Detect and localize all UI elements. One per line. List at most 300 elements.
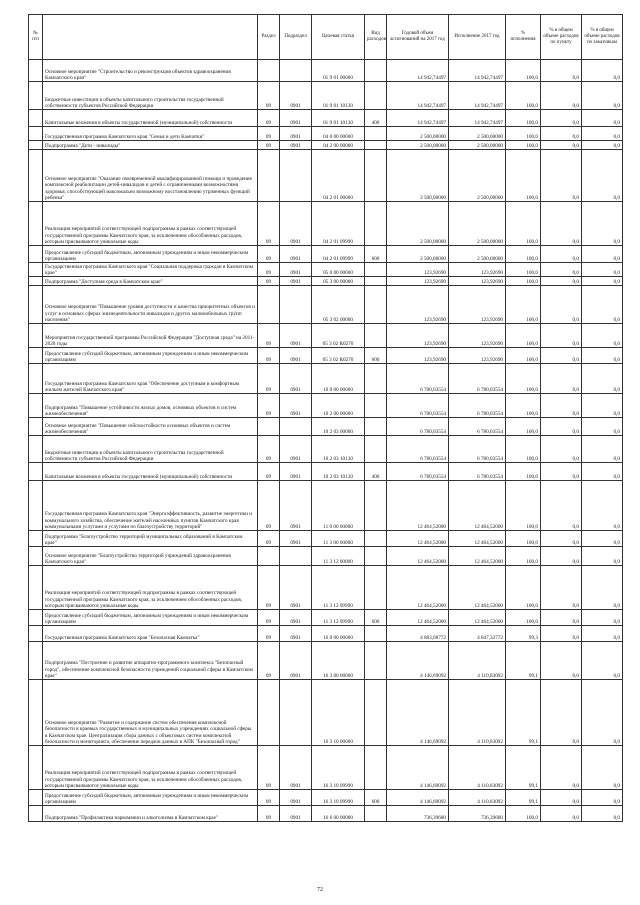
row-name-cell: Основное мероприятие "Повышение сейсмостойкости основных объектов и систем жизнеобеспечения" (43, 418, 258, 436)
row-number-cell (29, 481, 43, 531)
table-row (29, 610, 623, 626)
row-fact-cell: 2 500,00000 (449, 246, 506, 263)
row-csr-cell: 04 2 01 00000 (312, 150, 365, 202)
row-share2-cell: 0,0 (582, 626, 623, 642)
table-row (29, 348, 623, 364)
row-share2-cell: 0,0 (582, 263, 623, 277)
row-podrazdel-cell: 0901 (280, 642, 312, 680)
table-row (29, 60, 623, 82)
row-number-cell (29, 263, 43, 277)
row-podrazdel-cell: 0901 (280, 141, 312, 150)
row-number-cell (29, 806, 43, 822)
row-csr-cell: 01 9 01 10130 (312, 110, 365, 127)
row-razdel-cell (258, 680, 280, 746)
row-fact-cell: 123,92690 (449, 277, 506, 286)
row-plan-cell: 736,39680 (387, 806, 449, 822)
row-name-cell: Предоставление субсидий бюджетным, автономным учреждениям и иным некоммерческим организациям (43, 246, 258, 263)
row-number-cell (29, 277, 43, 286)
row-share2-cell: 0,0 (582, 394, 623, 418)
row-name-cell: Государственная программа Камчатского края "Социальная поддержка граждан в Камчатском крае" (43, 263, 258, 277)
row-plan-cell: 14 942,74497 (387, 82, 449, 110)
row-share2-cell: 0,0 (582, 348, 623, 364)
row-vr-cell (365, 680, 387, 746)
row-razdel-cell: 09 (258, 246, 280, 263)
row-vr-cell (365, 127, 387, 141)
row-name-cell: Подпрограмма "Повышение устойчивости жилых домов, основных объектов и систем жизнеобеспечения" (43, 394, 258, 418)
row-name-cell: Реализация мероприятий соответствующей подпрограммы в рамках соответствующей государственной программы Камчатского края, за исключением обособленных расходов, которым присваиваются уникальные коды (43, 566, 258, 610)
row-number-cell (29, 547, 43, 566)
row-vr-cell: 600 (365, 790, 387, 806)
row-plan-cell: 123,92690 (387, 348, 449, 364)
row-razdel-cell: 09 (258, 82, 280, 110)
row-podrazdel-cell: 0901 (280, 746, 312, 790)
table-row (29, 364, 623, 394)
row-vr-cell (365, 60, 387, 82)
row-pct-cell: 100,0 (506, 127, 541, 141)
row-name-cell: Бюджетные инвестиции в объекты капитального строительства государственной собственности субъектов Российской Федерации (43, 82, 258, 110)
row-number-cell (29, 202, 43, 246)
row-plan-cell: 6 780,03554 (387, 463, 449, 481)
header-name (43, 15, 258, 60)
row-fact-cell: 123,92690 (449, 348, 506, 364)
table-row (29, 127, 623, 141)
row-vr-cell (365, 150, 387, 202)
row-share1-cell: 0,0 (541, 566, 582, 610)
row-pct-cell: 100,0 (506, 436, 541, 463)
row-plan-cell: 12 464,52000 (387, 610, 449, 626)
row-csr-cell: 05 3 02 00000 (312, 286, 365, 324)
row-vr-cell (365, 324, 387, 348)
row-plan-cell: 2 500,00000 (387, 127, 449, 141)
row-vr-cell (365, 277, 387, 286)
row-razdel-cell: 09 (258, 806, 280, 822)
row-csr-cell: 16 3 10 00000 (312, 680, 365, 746)
row-fact-cell: 14 942,74497 (449, 60, 506, 82)
row-vr-cell (365, 642, 387, 680)
row-share2-cell: 0,0 (582, 277, 623, 286)
row-number-cell (29, 246, 43, 263)
row-csr-cell: 10 2 03 10130 (312, 436, 365, 463)
row-number-cell (29, 127, 43, 141)
row-share1-cell: 0,0 (541, 418, 582, 436)
header-podrazdel: Подраздел (280, 15, 312, 60)
row-podrazdel-cell: 0901 (280, 364, 312, 394)
table-row (29, 286, 623, 324)
row-razdel-cell (258, 150, 280, 202)
row-share1-cell: 0,0 (541, 626, 582, 642)
row-pct-cell: 100,0 (506, 202, 541, 246)
row-csr-cell: 11 3 12 00000 (312, 547, 365, 566)
row-pct-cell: 100,0 (506, 246, 541, 263)
row-podrazdel-cell: 0901 (280, 531, 312, 547)
row-podrazdel-cell: 0901 (280, 324, 312, 348)
row-vr-cell (365, 263, 387, 277)
row-vr-cell (365, 547, 387, 566)
header-pct: % исполнения (506, 15, 541, 60)
row-plan-cell: 6 780,03554 (387, 418, 449, 436)
row-csr-cell: 01 9 01 10130 (312, 82, 365, 110)
table-row (29, 481, 623, 531)
row-fact-cell: 12 464,52000 (449, 481, 506, 531)
row-pct-cell: 100,0 (506, 364, 541, 394)
table-row (29, 680, 623, 746)
budget-table (28, 14, 623, 822)
row-pct-cell: 100,0 (506, 141, 541, 150)
row-share2-cell: 0,0 (582, 436, 623, 463)
row-share1-cell: 0,0 (541, 150, 582, 202)
row-fact-cell: 4 110,83092 (449, 680, 506, 746)
table-row (29, 436, 623, 463)
row-plan-cell: 6 780,03554 (387, 436, 449, 463)
header-share1: % в общем объеме расходов по пункту (541, 15, 582, 60)
row-plan-cell: 123,92690 (387, 324, 449, 348)
row-csr-cell: 11 3 12 09990 (312, 566, 365, 610)
row-share1-cell: 0,0 (541, 324, 582, 348)
row-vr-cell (365, 626, 387, 642)
row-name-cell: Подпрограмма "Доступная среда в Камчатском крае" (43, 277, 258, 286)
row-razdel-cell: 09 (258, 436, 280, 463)
table-row (29, 746, 623, 790)
row-pct-cell: 100,0 (506, 263, 541, 277)
row-name-cell: Подпрограмма "Дети - инвалиды" (43, 141, 258, 150)
row-podrazdel-cell: 0901 (280, 806, 312, 822)
row-name-cell: Подпрограмма "Профилактика наркомании и алкоголизма в Камчатском крае" (43, 806, 258, 822)
row-number-cell (29, 141, 43, 150)
row-pct-cell: 100,0 (506, 110, 541, 127)
row-fact-cell: 2 500,00000 (449, 202, 506, 246)
row-podrazdel-cell: 0901 (280, 246, 312, 263)
row-share1-cell: 0,0 (541, 547, 582, 566)
row-plan-cell: 4 146,69092 (387, 680, 449, 746)
row-name-cell: Реализация мероприятий соответствующей подпрограммы в рамках соответствующей государственной программы Камчатского края, за исключением обособленных расходов, которым присваиваются уникальные коды (43, 202, 258, 246)
row-csr-cell: 10 2 03 10130 (312, 463, 365, 481)
row-fact-cell: 4 847,32772 (449, 626, 506, 642)
row-fact-cell: 14 942,74497 (449, 82, 506, 110)
row-fact-cell: 6 780,03554 (449, 418, 506, 436)
row-number-cell (29, 436, 43, 463)
row-csr-cell: 05 3 00 00000 (312, 277, 365, 286)
row-razdel-cell: 09 (258, 127, 280, 141)
row-fact-cell: 12 464,52000 (449, 547, 506, 566)
row-pct-cell: 100,0 (506, 547, 541, 566)
row-csr-cell: 16 6 00 00000 (312, 806, 365, 822)
row-plan-cell: 4 146,69092 (387, 790, 449, 806)
row-share1-cell: 0,0 (541, 806, 582, 822)
row-number-cell (29, 642, 43, 680)
row-pct-cell: 100,0 (506, 150, 541, 202)
header-num: № п/п (29, 15, 43, 60)
row-podrazdel-cell (280, 150, 312, 202)
row-razdel-cell (258, 418, 280, 436)
row-csr-cell: 16 0 00 00000 (312, 626, 365, 642)
header-csr: Целевая статья (312, 15, 365, 60)
row-share1-cell: 0,0 (541, 481, 582, 531)
row-razdel-cell: 09 (258, 566, 280, 610)
row-podrazdel-cell: 0901 (280, 82, 312, 110)
row-csr-cell: 10 2 03 00000 (312, 418, 365, 436)
table-row (29, 82, 623, 110)
row-share1-cell: 0,0 (541, 110, 582, 127)
header-share2: % в общем объеме расходов по заказчикам (582, 15, 623, 60)
row-podrazdel-cell: 0901 (280, 277, 312, 286)
row-share2-cell: 0,0 (582, 418, 623, 436)
row-name-cell: Реализация мероприятий соответствующей подпрограммы в рамках соответствующей государственной программы Камчатского края, за исключением обособленных расходов, которым присваиваются уникальные коды (43, 746, 258, 790)
table-row (29, 394, 623, 418)
row-fact-cell: 6 780,03554 (449, 436, 506, 463)
table-row (29, 418, 623, 436)
row-razdel-cell: 09 (258, 481, 280, 531)
row-pct-cell: 100,0 (506, 531, 541, 547)
row-podrazdel-cell: 0901 (280, 481, 312, 531)
row-number-cell (29, 566, 43, 610)
row-fact-cell: 12 464,52000 (449, 531, 506, 547)
row-share2-cell: 0,0 (582, 547, 623, 566)
row-name-cell: Основное мероприятие "Повышение уровня доступности и качества приоритетных объектов и услуг в основных сферах жизнедеятельности инвалидов и других маломобильных групп населения" (43, 286, 258, 324)
row-csr-cell: 11 3 00 00000 (312, 531, 365, 547)
row-razdel-cell (258, 547, 280, 566)
row-razdel-cell: 09 (258, 364, 280, 394)
row-podrazdel-cell (280, 60, 312, 82)
row-razdel-cell: 09 (258, 348, 280, 364)
row-plan-cell: 123,92690 (387, 263, 449, 277)
row-fact-cell: 736,39680 (449, 806, 506, 822)
row-razdel-cell (258, 60, 280, 82)
row-share1-cell: 0,0 (541, 610, 582, 626)
row-share2-cell: 0,0 (582, 806, 623, 822)
table-row (29, 566, 623, 610)
row-razdel-cell: 09 (258, 531, 280, 547)
table-row (29, 324, 623, 348)
row-plan-cell: 12 464,52000 (387, 547, 449, 566)
row-csr-cell: 01 9 01 00000 (312, 60, 365, 82)
row-share1-cell: 0,0 (541, 746, 582, 790)
row-number-cell (29, 324, 43, 348)
row-vr-cell: 600 (365, 246, 387, 263)
document-page (28, 14, 622, 822)
row-share2-cell: 0,0 (582, 746, 623, 790)
row-vr-cell (365, 286, 387, 324)
row-podrazdel-cell: 0901 (280, 566, 312, 610)
row-pct-cell: 100,0 (506, 806, 541, 822)
row-name-cell: Подпрограмма "Благоустройство территорий муниципальных образований в Камчатском крае" (43, 531, 258, 547)
table-row (29, 642, 623, 680)
row-pct-cell: 100,0 (506, 394, 541, 418)
row-fact-cell: 4 110,83092 (449, 746, 506, 790)
row-share1-cell: 0,0 (541, 680, 582, 746)
table-row (29, 150, 623, 202)
row-csr-cell: 05 3 02 R0270 (312, 324, 365, 348)
row-share1-cell: 0,0 (541, 436, 582, 463)
row-number-cell (29, 394, 43, 418)
row-pct-cell: 100,0 (506, 348, 541, 364)
row-share2-cell: 0,0 (582, 110, 623, 127)
row-csr-cell: 10 2 00 00000 (312, 394, 365, 418)
row-plan-cell: 12 464,52000 (387, 531, 449, 547)
row-vr-cell (365, 806, 387, 822)
row-razdel-cell: 09 (258, 790, 280, 806)
row-share1-cell: 0,0 (541, 463, 582, 481)
header-razdel: Раздел (258, 15, 280, 60)
row-plan-cell: 123,92690 (387, 277, 449, 286)
row-name-cell: Государственная программа Камчатского края "Обеспечение доступным и комфортным жильем жителей Камчатского края" (43, 364, 258, 394)
row-name-cell: Государственная программа Камчатского края "Безопасная Камчатка" (43, 626, 258, 642)
row-share1-cell: 0,0 (541, 348, 582, 364)
row-razdel-cell: 09 (258, 277, 280, 286)
row-plan-cell: 14 942,74497 (387, 110, 449, 127)
header-vr: Вид расходов (365, 15, 387, 60)
row-share1-cell: 0,0 (541, 531, 582, 547)
row-share1-cell: 0,0 (541, 286, 582, 324)
row-podrazdel-cell: 0901 (280, 463, 312, 481)
row-vr-cell (365, 746, 387, 790)
row-number-cell (29, 418, 43, 436)
row-podrazdel-cell: 0901 (280, 626, 312, 642)
row-fact-cell: 123,92690 (449, 324, 506, 348)
row-number-cell (29, 531, 43, 547)
row-vr-cell (365, 141, 387, 150)
row-number-cell (29, 82, 43, 110)
row-plan-cell: 12 464,52000 (387, 481, 449, 531)
row-share2-cell: 0,0 (582, 246, 623, 263)
table-row (29, 277, 623, 286)
row-csr-cell: 16 3 00 00000 (312, 642, 365, 680)
row-share2-cell: 0,0 (582, 610, 623, 626)
row-pct-cell: 100,0 (506, 463, 541, 481)
row-number-cell (29, 626, 43, 642)
row-name-cell: Предоставление субсидий бюджетным, автономным учреждениям и иным некоммерческим организациям (43, 348, 258, 364)
row-share2-cell: 0,0 (582, 60, 623, 82)
row-plan-cell: 6 780,03554 (387, 364, 449, 394)
row-vr-cell (365, 436, 387, 463)
row-number-cell (29, 680, 43, 746)
row-plan-cell: 2 500,00000 (387, 150, 449, 202)
row-podrazdel-cell: 0901 (280, 394, 312, 418)
row-name-cell: Предоставление субсидий бюджетным, автономным учреждениям и иным некоммерческим организациям (43, 610, 258, 626)
table-row (29, 246, 623, 263)
row-pct-cell: 100,0 (506, 60, 541, 82)
row-plan-cell: 12 464,52000 (387, 566, 449, 610)
row-share2-cell: 0,0 (582, 642, 623, 680)
row-share2-cell: 0,0 (582, 150, 623, 202)
row-name-cell: Мероприятия государственной программы Российской Федерации "Доступная среда" на 2011-2020 годы (43, 324, 258, 348)
row-pct-cell: 99,1 (506, 642, 541, 680)
row-pct-cell: 100,0 (506, 82, 541, 110)
row-share1-cell: 0,0 (541, 364, 582, 394)
row-share2-cell: 0,0 (582, 531, 623, 547)
row-plan-cell: 6 780,03554 (387, 394, 449, 418)
row-share2-cell: 0,0 (582, 481, 623, 531)
row-razdel-cell: 09 (258, 141, 280, 150)
row-vr-cell (365, 481, 387, 531)
row-podrazdel-cell: 0901 (280, 790, 312, 806)
row-number-cell (29, 110, 43, 127)
row-name-cell: Государственная программа Камчатского края "Энергоэффективность, развитие энергетики и коммунального хозяйства, обеспечение жителей населенных пунктов Камчатского края коммунальными услугами и услугами по благоустройству территорий" (43, 481, 258, 531)
table-row (29, 263, 623, 277)
row-podrazdel-cell (280, 418, 312, 436)
row-vr-cell (365, 418, 387, 436)
row-name-cell: Капитальные вложения в объекты государственной (муниципальной) собственности (43, 463, 258, 481)
row-number-cell (29, 790, 43, 806)
row-podrazdel-cell: 0901 (280, 127, 312, 141)
row-fact-cell: 6 780,03554 (449, 364, 506, 394)
row-razdel-cell: 09 (258, 463, 280, 481)
row-razdel-cell (258, 286, 280, 324)
row-name-cell: Основное мероприятие "Благоустройство территорий учреждений здравоохранения Камчатского края" (43, 547, 258, 566)
row-share2-cell: 0,0 (582, 790, 623, 806)
row-share2-cell: 0,0 (582, 680, 623, 746)
row-share2-cell: 0,0 (582, 202, 623, 246)
table-row (29, 202, 623, 246)
row-razdel-cell: 09 (258, 324, 280, 348)
row-podrazdel-cell: 0901 (280, 610, 312, 626)
row-pct-cell: 99,1 (506, 680, 541, 746)
row-pct-cell: 100,0 (506, 418, 541, 436)
row-share1-cell: 0,0 (541, 141, 582, 150)
row-share1-cell: 0,0 (541, 82, 582, 110)
row-name-cell: Капитальные вложения в объекты государственной (муниципальной) собственности (43, 110, 258, 127)
row-vr-cell (365, 566, 387, 610)
row-name-cell: Бюджетные инвестиции в объекты капитального строительства государственной собственности субъектов Российской Федерации (43, 436, 258, 463)
row-pct-cell: 100,0 (506, 324, 541, 348)
row-number-cell (29, 463, 43, 481)
row-number-cell (29, 746, 43, 790)
row-vr-cell (365, 394, 387, 418)
row-fact-cell: 2 500,00000 (449, 141, 506, 150)
row-razdel-cell: 09 (258, 642, 280, 680)
row-number-cell (29, 60, 43, 82)
row-share1-cell: 0,0 (541, 263, 582, 277)
row-plan-cell: 4 883,08772 (387, 626, 449, 642)
row-razdel-cell: 09 (258, 746, 280, 790)
row-fact-cell: 14 942,74497 (449, 110, 506, 127)
row-vr-cell: 600 (365, 348, 387, 364)
row-csr-cell: 04 2 01 09990 (312, 246, 365, 263)
row-fact-cell: 12 464,52000 (449, 610, 506, 626)
row-csr-cell: 05 3 02 R0270 (312, 348, 365, 364)
row-pct-cell: 99,3 (506, 626, 541, 642)
table-row (29, 547, 623, 566)
row-plan-cell: 2 500,00000 (387, 141, 449, 150)
row-name-cell: Предоставление субсидий бюджетным, автономным учреждениям и иным некоммерческим организациям (43, 790, 258, 806)
row-fact-cell: 123,92690 (449, 263, 506, 277)
row-podrazdel-cell (280, 680, 312, 746)
row-vr-cell (365, 531, 387, 547)
row-fact-cell: 123,92690 (449, 286, 506, 324)
row-number-cell (29, 150, 43, 202)
row-fact-cell: 4 110,83092 (449, 642, 506, 680)
row-fact-cell: 6 780,03554 (449, 394, 506, 418)
row-csr-cell: 10 0 00 00000 (312, 364, 365, 394)
row-share1-cell: 0,0 (541, 394, 582, 418)
row-name-cell: Основное мероприятие "Оказание своевременной квалифицированной помощи и проведение комплексной реабилитации детей-инвалидов и детей с ограниченными возможностями здоровья, способствующей максимально возможному восстановлению утраченных функций ребенка" (43, 150, 258, 202)
row-share1-cell: 0,0 (541, 246, 582, 263)
row-podrazdel-cell: 0901 (280, 202, 312, 246)
row-number-cell (29, 364, 43, 394)
row-fact-cell: 6 780,03554 (449, 463, 506, 481)
table-row (29, 463, 623, 481)
row-razdel-cell: 09 (258, 610, 280, 626)
table-row (29, 531, 623, 547)
table-row (29, 141, 623, 150)
row-pct-cell: 100,0 (506, 277, 541, 286)
row-razdel-cell: 09 (258, 626, 280, 642)
row-vr-cell: 600 (365, 610, 387, 626)
row-share2-cell: 0,0 (582, 82, 623, 110)
row-fact-cell: 2 500,00000 (449, 127, 506, 141)
row-razdel-cell: 09 (258, 110, 280, 127)
table-body (29, 60, 623, 822)
row-plan-cell: 14 942,74497 (387, 60, 449, 82)
